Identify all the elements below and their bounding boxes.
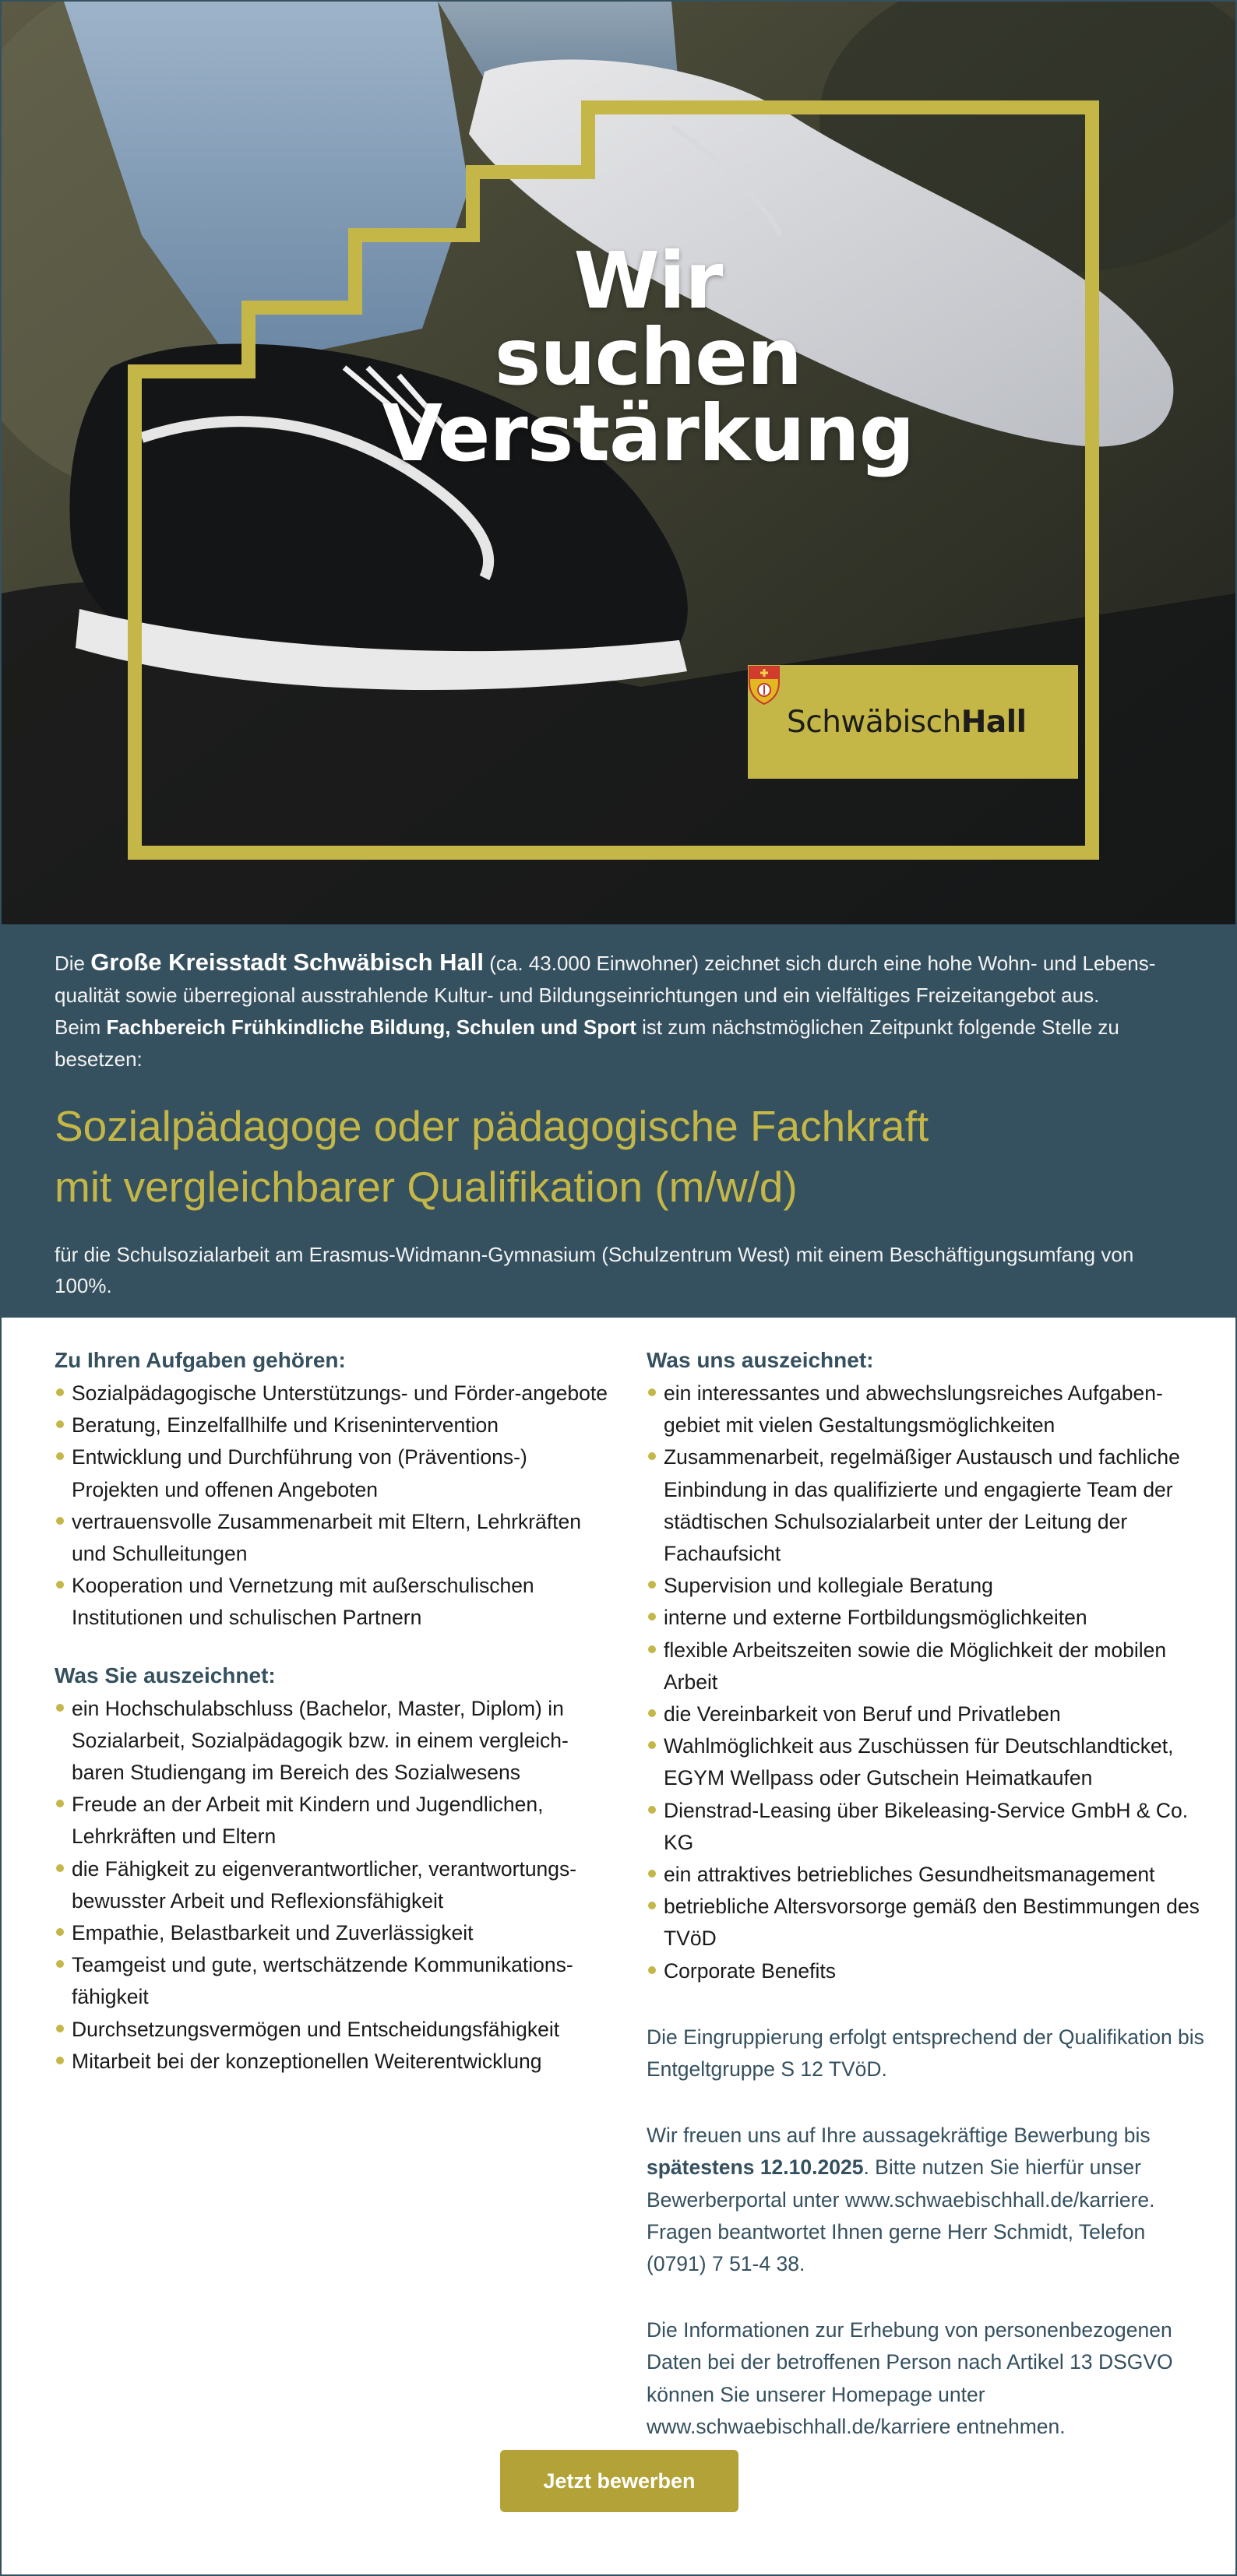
list-item: die Vereinbarkeit von Beruf und Privatleben bbox=[647, 1698, 1207, 1730]
offer-list bbox=[647, 1378, 1207, 1987]
application-note: Wir freuen uns auf Ihre aussagekräftige Bewerbung bis spätestens 12.10.2025. Bitte nutzen Sie hierfür unser Bewerberportal unter www.schwaebischhall.de/karriere. Fragen beantwortet Ihnen gerne Herr Schmidt, Telefon (0791) 7 51-4 38. bbox=[647, 2124, 1155, 2276]
privacy-note: Die Informationen zur Erhebung von personenbezogenen Daten bei der betroffenen Person nach Artikel 13 DSGVO können Sie unserer Homepage unter www.schwaebischhall.de/karriere entnehmen. bbox=[647, 2318, 1173, 2438]
job-title-line-1: Sozialpädagoge oder pädagogische Fachkraft bbox=[55, 1102, 929, 1150]
city-logo-wordmark: SchwäbischHall bbox=[787, 704, 1027, 740]
list-item: ein interessantes und abwechslungsreiches Aufgaben-gebiet mit vielen Gestaltungsmöglichkeiten bbox=[647, 1378, 1207, 1441]
right-column bbox=[647, 1345, 1207, 2443]
list-item: vertrauensvolle Zusammenarbeit mit Eltern, Lehrkräften und Schulleitungen bbox=[55, 1506, 608, 1570]
list-item: Freude an der Arbeit mit Kindern und Jugendlichen, Lehrkräften und Eltern bbox=[55, 1789, 608, 1853]
offer-heading: Was uns auszeichnet: bbox=[647, 1348, 874, 1372]
hero-headline-line-1: Wir bbox=[573, 235, 723, 326]
list-item: Beratung, Einzelfallhilfe und Krisenintervention bbox=[55, 1409, 608, 1441]
profile-heading: Was Sie auszeichnet: bbox=[55, 1663, 276, 1687]
list-item: Zusammenarbeit, regelmäßiger Austausch und fachliche Einbindung in das qualifizierte und engagierte Team der städtischen Schulsozialarbeit unter der Leitung der Fachaufsicht bbox=[647, 1441, 1207, 1570]
list-item: flexible Arbeitszeiten sowie die Möglichkeit der mobilen Arbeit bbox=[647, 1635, 1207, 1698]
tasks-heading: Zu Ihren Aufgaben gehören: bbox=[55, 1348, 346, 1372]
intro-paragraph-1: Die Große Kreisstadt Schwäbisch Hall (ca. 43.000 Einwohner) zeichnet sich durch eine hohe Wohn- und Lebens-qualität sowie überregional ausstrahlende Kultur- und Bildungseinrichtungen und ein vielfältiges Freizeitangebot aus. bbox=[55, 948, 1156, 1007]
coat-of-arms-icon bbox=[748, 665, 781, 706]
hero-headline bbox=[337, 235, 960, 479]
list-item: Wahlmöglichkeit aus Zuschüssen für Deutschlandticket, EGYM Wellpass oder Gutschein Heimatkaufen bbox=[647, 1730, 1207, 1794]
apply-button[interactable]: Jetzt bewerben bbox=[500, 2450, 738, 2512]
list-item: betriebliche Altersvorsorge gemäß den Bestimmungen des TVöD bbox=[647, 1891, 1207, 1955]
job-title-line-2: mit vergleichbarer Qualifikation (m/w/d) bbox=[55, 1163, 798, 1211]
hero-headline-line-2: suchen bbox=[494, 311, 802, 403]
list-item: Kooperation und Vernetzung mit außerschulischen Institutionen und schulischen Partnern bbox=[55, 1570, 608, 1634]
city-name: Große Kreisstadt Schwäbisch Hall bbox=[90, 948, 485, 976]
list-item: interne und externe Fortbildungsmöglichkeiten bbox=[647, 1602, 1207, 1634]
list-item: Teamgeist und gute, wertschätzende Kommunikations-fähigkeit bbox=[55, 1949, 608, 2013]
hero-headline-line-3: Verstärkung bbox=[382, 388, 915, 479]
list-item: Entwicklung und Durchführung von (Präventions-) Projekten und offenen Angeboten bbox=[55, 1441, 608, 1505]
list-item: Dienstrad-Leasing über Bikeleasing-Service GmbH & Co. KG bbox=[647, 1795, 1207, 1859]
list-item: Empathie, Belastbarkeit und Zuverlässigkeit bbox=[55, 1917, 608, 1949]
list-item: Mitarbeit bei der konzeptionellen Weiterentwicklung bbox=[55, 2046, 608, 2078]
city-logo bbox=[748, 665, 1078, 779]
job-title bbox=[55, 1096, 1182, 1217]
hero-image bbox=[2, 2, 1235, 924]
list-item: Sozialpädagogische Unterstützungs- und Förder-angebote bbox=[55, 1378, 608, 1409]
list-item: Durchsetzungsvermögen und Entscheidungsfähigkeit bbox=[55, 2014, 608, 2046]
list-item: ein Hochschulabschluss (Bachelor, Master, Diplom) in Sozialarbeit, Sozialpädagogik bzw. in einem vergleich-baren Studiengang im Bereich des Sozialwesens bbox=[55, 1693, 608, 1789]
salary-note: Die Eingruppierung erfolgt entsprechend der Qualifikation bis Entgeltgruppe S 12 TVöD. bbox=[647, 2025, 1204, 2082]
department-name: Fachbereich Frühkindliche Bildung, Schulen und Sport bbox=[106, 1015, 636, 1039]
tasks-list bbox=[55, 1378, 608, 1635]
intro-paragraph-2: Beim Fachbereich Frühkindliche Bildung, Schulen und Sport ist zum nächstmöglichen Zeitpunkt folgende Stelle zu besetzen: bbox=[55, 1015, 1119, 1071]
list-item: ein attraktives betriebliches Gesundheitsmanagement bbox=[647, 1859, 1207, 1891]
left-column bbox=[55, 1345, 608, 2078]
list-item: Corporate Benefits bbox=[647, 1955, 1207, 1987]
intro-band bbox=[2, 924, 1235, 1318]
list-item: die Fähigkeit zu eigenverantwortlicher, verantwortungs-bewusster Arbeit und Reflexionsfähigkeit bbox=[55, 1853, 608, 1917]
application-deadline: spätestens 12.10.2025 bbox=[647, 2155, 864, 2180]
profile-list bbox=[55, 1693, 608, 2078]
job-subtitle: für die Schulsozialarbeit am Erasmus-Widmann-Gymnasium (Schulzentrum West) mit einem Beschäftigungsumfang von 100%. bbox=[55, 1243, 1134, 1297]
list-item: Supervision und kollegiale Beratung bbox=[647, 1570, 1207, 1602]
